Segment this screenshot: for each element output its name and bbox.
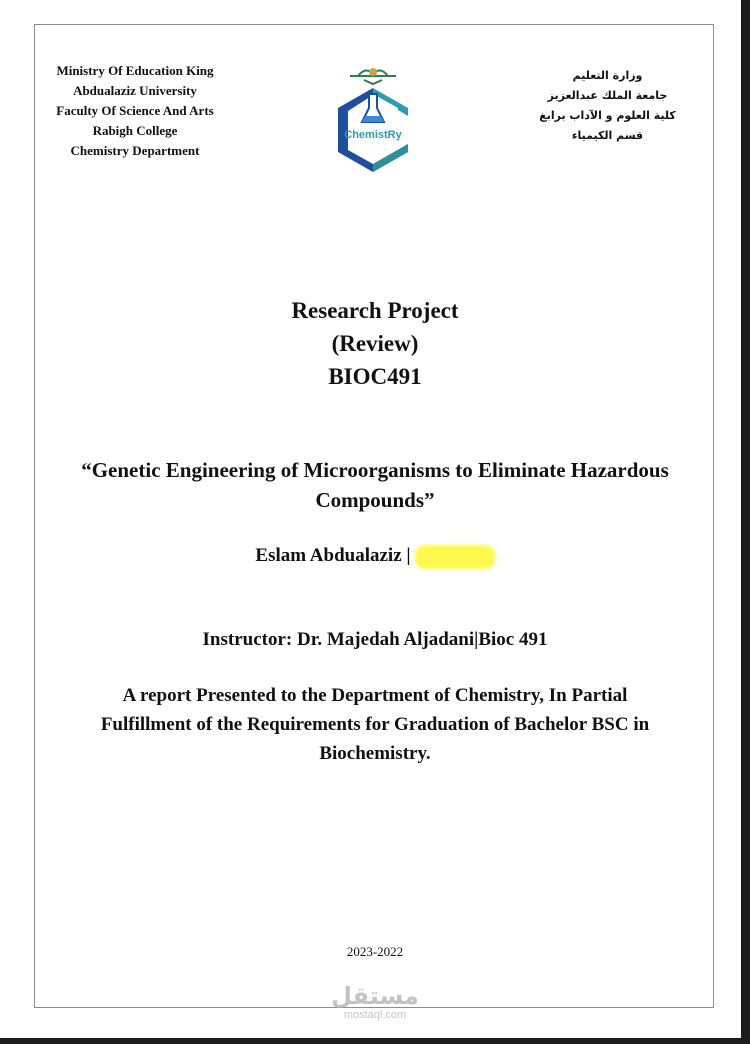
header-line: Ministry Of Education King — [56, 63, 214, 78]
author-line — [0, 543, 750, 569]
title-line: BIOC491 — [328, 364, 422, 389]
university-header-arabic — [530, 66, 685, 146]
emblem-icon — [350, 68, 396, 84]
header-line-ar: كلية العلوم و الآداب برابغ — [539, 109, 676, 122]
title-line: Research Project — [291, 298, 459, 323]
redacted-highlight — [415, 545, 495, 569]
header-line-ar: جامعة الملك عبدالعزيز — [547, 89, 668, 102]
watermark-arabic: مستقل — [331, 982, 419, 1010]
report-statement — [0, 681, 750, 768]
mostaql-watermark — [322, 983, 428, 1023]
chemistry-logo-icon — [328, 64, 418, 176]
header-line: Abdualaziz University — [73, 83, 197, 98]
instructor-line: Instructor: Dr. Majedah Aljadani|Bioc 491 — [202, 629, 548, 650]
research-topic — [0, 455, 750, 515]
academic-year: 2023-2022 — [346, 944, 404, 959]
watermark-url: mostaql.com — [343, 1009, 407, 1021]
report-line: Fulfillment of the Requirements for Graduation of Bachelor BSC in — [100, 714, 650, 735]
topic-line: “Genetic Engineering of Microorganisms to Eliminate Hazardous — [81, 458, 669, 482]
author-name: Eslam Abdualaziz | — [255, 545, 411, 566]
header-line: Chemistry Department — [70, 143, 200, 158]
topic-line: Compounds” — [315, 488, 435, 512]
title-line: (Review) — [331, 331, 419, 356]
header-line-ar: وزارة التعليم — [572, 69, 643, 82]
header-line: Faculty Of Science And Arts — [56, 103, 214, 118]
report-line: A report Presented to the Department of Chemistry, In Partial — [122, 685, 628, 706]
svg-text:ChemistRy: ChemistRy — [344, 129, 402, 141]
header-line: Rabigh College — [92, 123, 178, 138]
header-line-ar: قسم الكيمياء — [571, 129, 644, 142]
university-header-english — [40, 61, 230, 161]
report-line: Biochemistry. — [319, 743, 431, 764]
project-title — [0, 294, 750, 393]
